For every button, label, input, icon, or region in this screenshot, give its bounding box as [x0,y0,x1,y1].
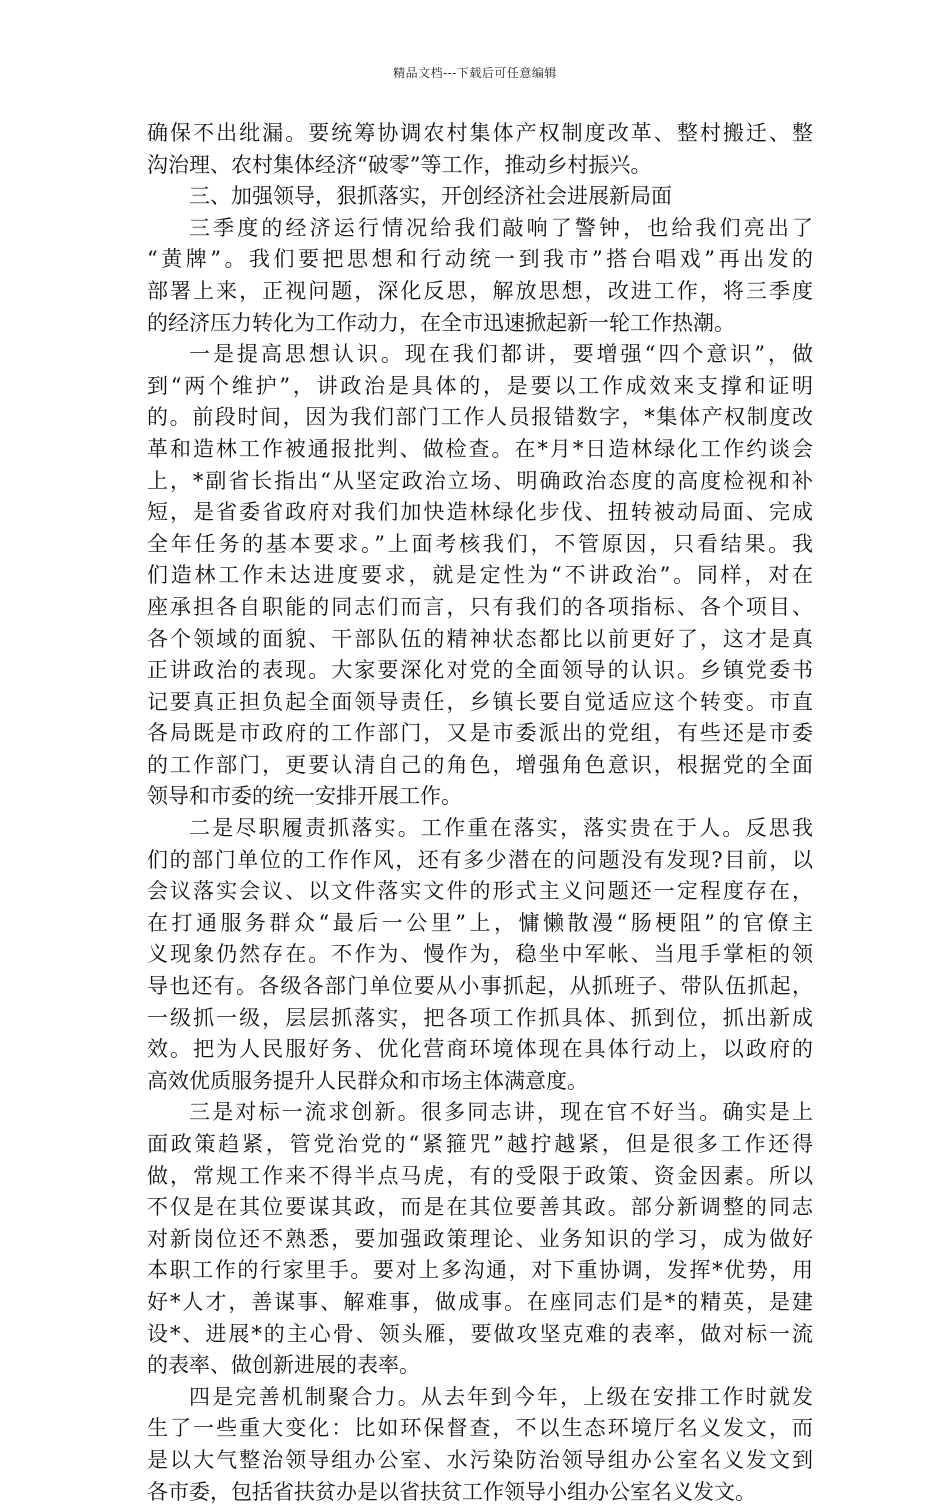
text-line: 到“两个维护”，讲政治是具体的，是要以工作成效来支撑和证明 [147,373,813,398]
text-line: 效。把为人民服好务、优化营商环境体现在具体行动上，以政府的 [147,1037,813,1062]
text-line: 的。前段时间，因为我们部门工作人员报错数字，*集体产权制度改 [147,405,813,430]
text-line: 座承担各自职能的同志们而言，只有我们的各项指标、各个项目、 [147,594,813,619]
text-line: 革和造林工作被通报批判、做检查。在*月*日造林绿化工作约谈会 [147,436,813,461]
text-line: 是以大气整治领导组办公室、水污染防治领导组办公室名义发文到 [147,1447,813,1472]
text-line: 领导和市委的统一安排开展工作。 [147,784,462,809]
text-line: 好*人才，善谋事、解难事，做成事。在座同志们是*的精英，是建 [147,1289,813,1314]
text-line: 各局既是市政府的工作部门，又是市委派出的党组，有些还是市委 [147,721,813,746]
text-line: 导也还有。各级各部门单位要从小事抓起，从抓班子、带队伍抓起， [147,974,813,999]
text-line: 们的部门单位的工作作风，还有多少潜在的问题没有发现?目前，以 [147,847,813,872]
text-line: 四是完善机制聚合力。从去年到今年，上级在安排工作时就发 [189,1384,813,1409]
text-line: 高效优质服务提升人民群众和市场主体满意度。 [147,1068,588,1093]
text-line: 上，*副省长指出“从坚定政治立场、明确政治态度的高度检视和补 [147,468,813,493]
text-line: 的表率、做创新进展的表率。 [147,1353,420,1378]
text-line: 各个领域的面貌、干部队伍的精神状态都比以前更好了，这才是真 [147,626,813,651]
text-line: 会议落实会议、以文件落实文件的形式主义问题还一定程度存在， [147,879,813,904]
text-line: 部署上来，正视问题，深化反思，解放思想，改进工作，将三季度 [147,278,813,303]
text-line: 不仅是在其位要谋其政，而是在其位要善其政。部分新调整的同志 [147,1195,813,1220]
text-line: 做，常规工作来不得半点马虎，有的受限于政策、资金因素。所以 [147,1163,813,1188]
page-header: 精品文档---下载后可任意编辑 [393,66,557,80]
text-line: 沟治理、农村集体经济“破零”等工作，推动乡村振兴。 [147,152,652,177]
text-line: 对新岗位还不熟悉，要加强政策理论、业务知识的学习，成为做好 [147,1226,813,1251]
text-line: 二是尽职履责抓落实。工作重在落实，落实贵在于人。反思我 [189,816,813,841]
text-line: 一是提高思想认识。现在我们都讲，要增强“四个意识”，做 [189,342,813,367]
text-line: 的工作部门，更要认清自己的角色，增强角色意识，根据党的全面 [147,752,813,777]
text-line: 三季度的经济运行情况给我们敲响了警钟，也给我们亮出了 [189,215,813,240]
text-line: 本职工作的行家里手。要对上多沟通，对下重协调，发挥*优势，用 [147,1258,813,1283]
text-line: 设*、进展*的主心骨、领头雁，要做攻坚克难的表率，做对标一流 [147,1321,813,1346]
document-body [147,118,813,1508]
text-line: 们造林工作未达进度要求，就是定性为“不讲政治”。同样，对在 [147,563,813,588]
text-line: “黄牌”。我们要把思想和行动统一到我市”搭台唱戏”再出发的 [147,247,813,272]
text-line: 生了一些重大变化：比如环保督查，不以生态环境厅名义发文，而 [147,1416,813,1441]
text-line: 面政策趋紧，管党治党的“紧箍咒”越拧越紧，但是很多工作还得 [147,1132,813,1156]
text-line: 各市委，包括省扶贫办是以省扶贫工作领导小组办公室名义发文。 [147,1479,756,1504]
text-line: 记要真正担负起全面领导责任，乡镇长要自觉适应这个转变。市直 [147,689,813,714]
text-line: 一级抓一级，层层抓落实，把各项工作抓具体、抓到位，抓出新成 [147,1005,813,1030]
text-line: 三是对标一流求创新。很多同志讲，现在官不好当。确实是上 [189,1100,813,1125]
text-line: 正讲政治的表现。大家要深化对党的全面领导的认识。乡镇党委书 [147,658,813,683]
text-line: 全年任务的基本要求。”上面考核我们，不管原因，只看结果。我 [147,531,813,556]
text-line: 三、加强领导，狠抓落实，开创经济社会进展新局面 [189,184,672,209]
text-line: 确保不出纰漏。要统筹协调农村集体产权制度改革、整村搬迁、整 [147,121,813,145]
text-line: 的经济压力转化为工作动力，在全市迅速掀起新一轮工作热潮。 [147,310,735,335]
text-line: 在打通服务群众“最后一公里”上，慵懒散漫“肠梗阻”的官僚主 [147,910,813,935]
text-line: 短，是省委省政府对我们加快造林绿化步伐、扭转被动局面、完成 [147,500,813,525]
text-line: 义现象仍然存在。不作为、慢作为，稳坐中军帐、当甩手掌柜的领 [147,942,813,967]
